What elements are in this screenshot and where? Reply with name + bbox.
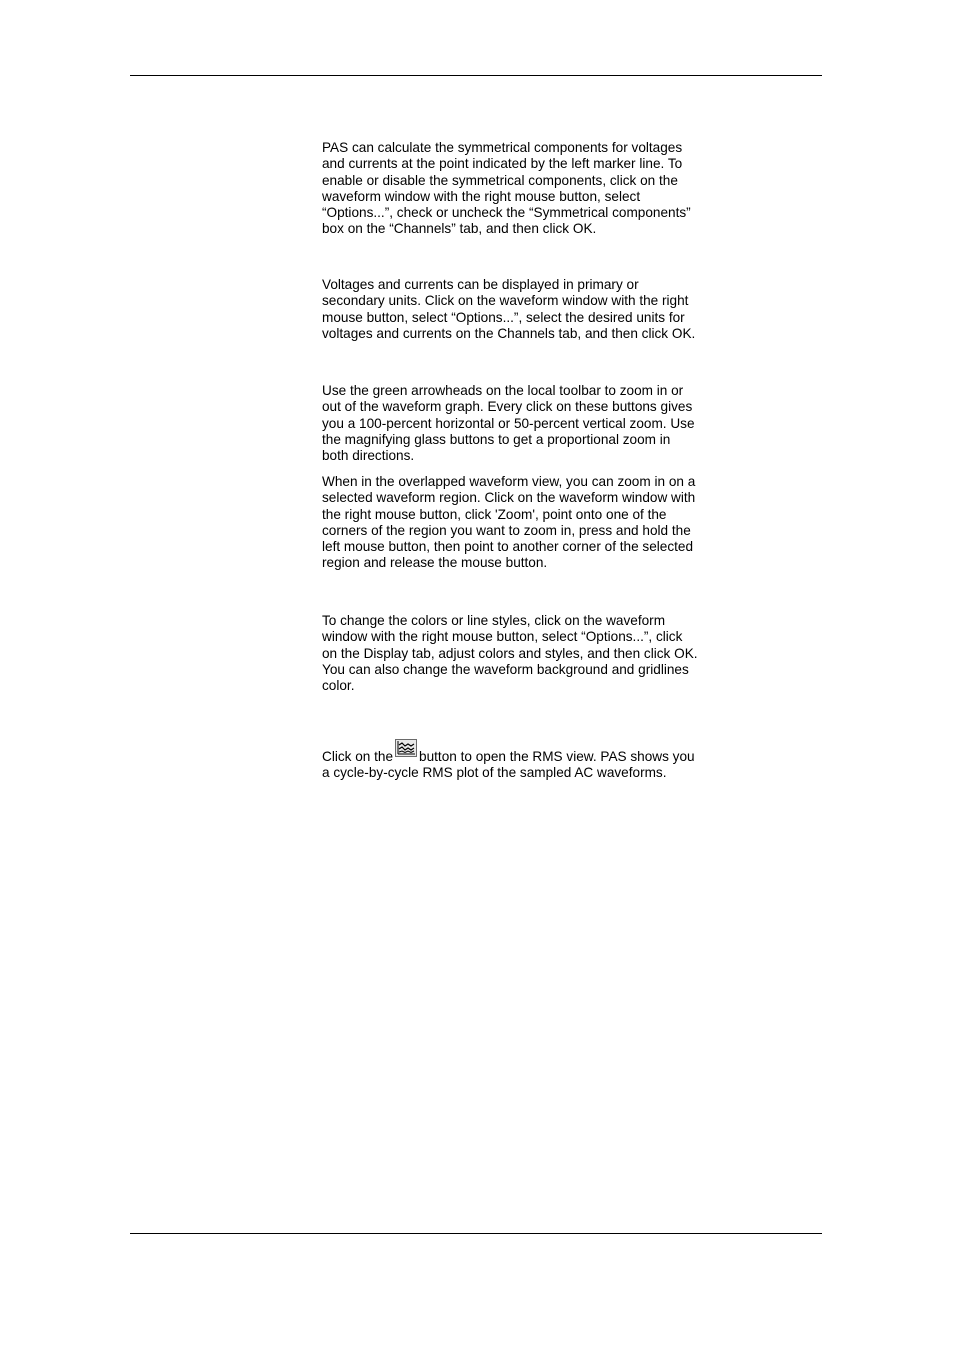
- paragraph-colors: [322, 613, 724, 694]
- text-line: a cycle-by-cycle RMS plot of the sampled AC waveforms.: [322, 765, 667, 781]
- text-line: the magnifying glass buttons to get a proportional zoom in: [322, 431, 671, 447]
- text-line: When in the overlapped waveform view, you can zoom in on a: [322, 474, 696, 489]
- paragraph-symmetrical-components: [322, 140, 724, 238]
- text-line: both directions.: [322, 448, 415, 464]
- text-line: you a 100-percent horizontal or 50-percent vertical zoom. Use: [322, 415, 695, 431]
- paragraph-rms-view: [322, 745, 724, 782]
- text-line: mouse button, select “Options...”, select the desired units for: [322, 309, 685, 325]
- text-line: “Options...”, check or uncheck the “Symmetrical components”: [322, 205, 691, 221]
- text-line: Voltages and currents can be displayed in primary or: [322, 277, 639, 292]
- text-line: the right mouse button, click 'Zoom', point onto one of the: [322, 506, 667, 522]
- text-line: box on the “Channels” tab, and then click OK.: [322, 221, 597, 237]
- text-line: PAS can calculate the symmetrical components for voltages: [322, 140, 683, 155]
- text-line: color.: [322, 678, 355, 694]
- header-rule: [130, 75, 822, 76]
- text-line: enable or disable the symmetrical components, click on the: [322, 172, 678, 188]
- text-line: Use the green arrowheads on the local toolbar to zoom in or: [322, 383, 684, 398]
- text-line: waveform window with the right mouse button, select: [322, 188, 641, 204]
- paragraph-zoom-region: [322, 474, 724, 572]
- text-line: You can also change the waveform background and gridlines: [322, 661, 689, 677]
- text-line: and currents at the point indicated by the left marker line. To: [322, 156, 683, 172]
- rms-text-before: Click on the: [322, 749, 394, 764]
- text-line: secondary units. Click on the waveform window with the right: [322, 293, 689, 309]
- text-line: selected waveform region. Click on the waveform window with: [322, 490, 696, 506]
- footer-rule: [130, 1233, 822, 1234]
- text-line: left mouse button, then point to another corner of the selected: [322, 539, 694, 555]
- text-line: on the Display tab, adjust colors and styles, and then click OK.: [322, 645, 698, 661]
- text-line: out of the waveform graph. Every click on these buttons gives: [322, 399, 693, 415]
- rms-text-after: button to open the RMS view. PAS shows you: [419, 749, 695, 764]
- rms-view-icon: [395, 739, 417, 757]
- text-line: region and release the mouse button.: [322, 555, 548, 571]
- text-line: corners of the region you want to zoom in, press and hold the: [322, 522, 691, 538]
- text-line: [322, 745, 724, 765]
- paragraph-zoom-toolbar: [322, 383, 724, 464]
- paragraph-units: [322, 277, 724, 342]
- text-line: To change the colors or line styles, click on the waveform: [322, 613, 666, 628]
- text-line: window with the right mouse button, select “Options...”, click: [322, 629, 683, 645]
- text-line: voltages and currents on the Channels tab, and then click OK.: [322, 325, 696, 341]
